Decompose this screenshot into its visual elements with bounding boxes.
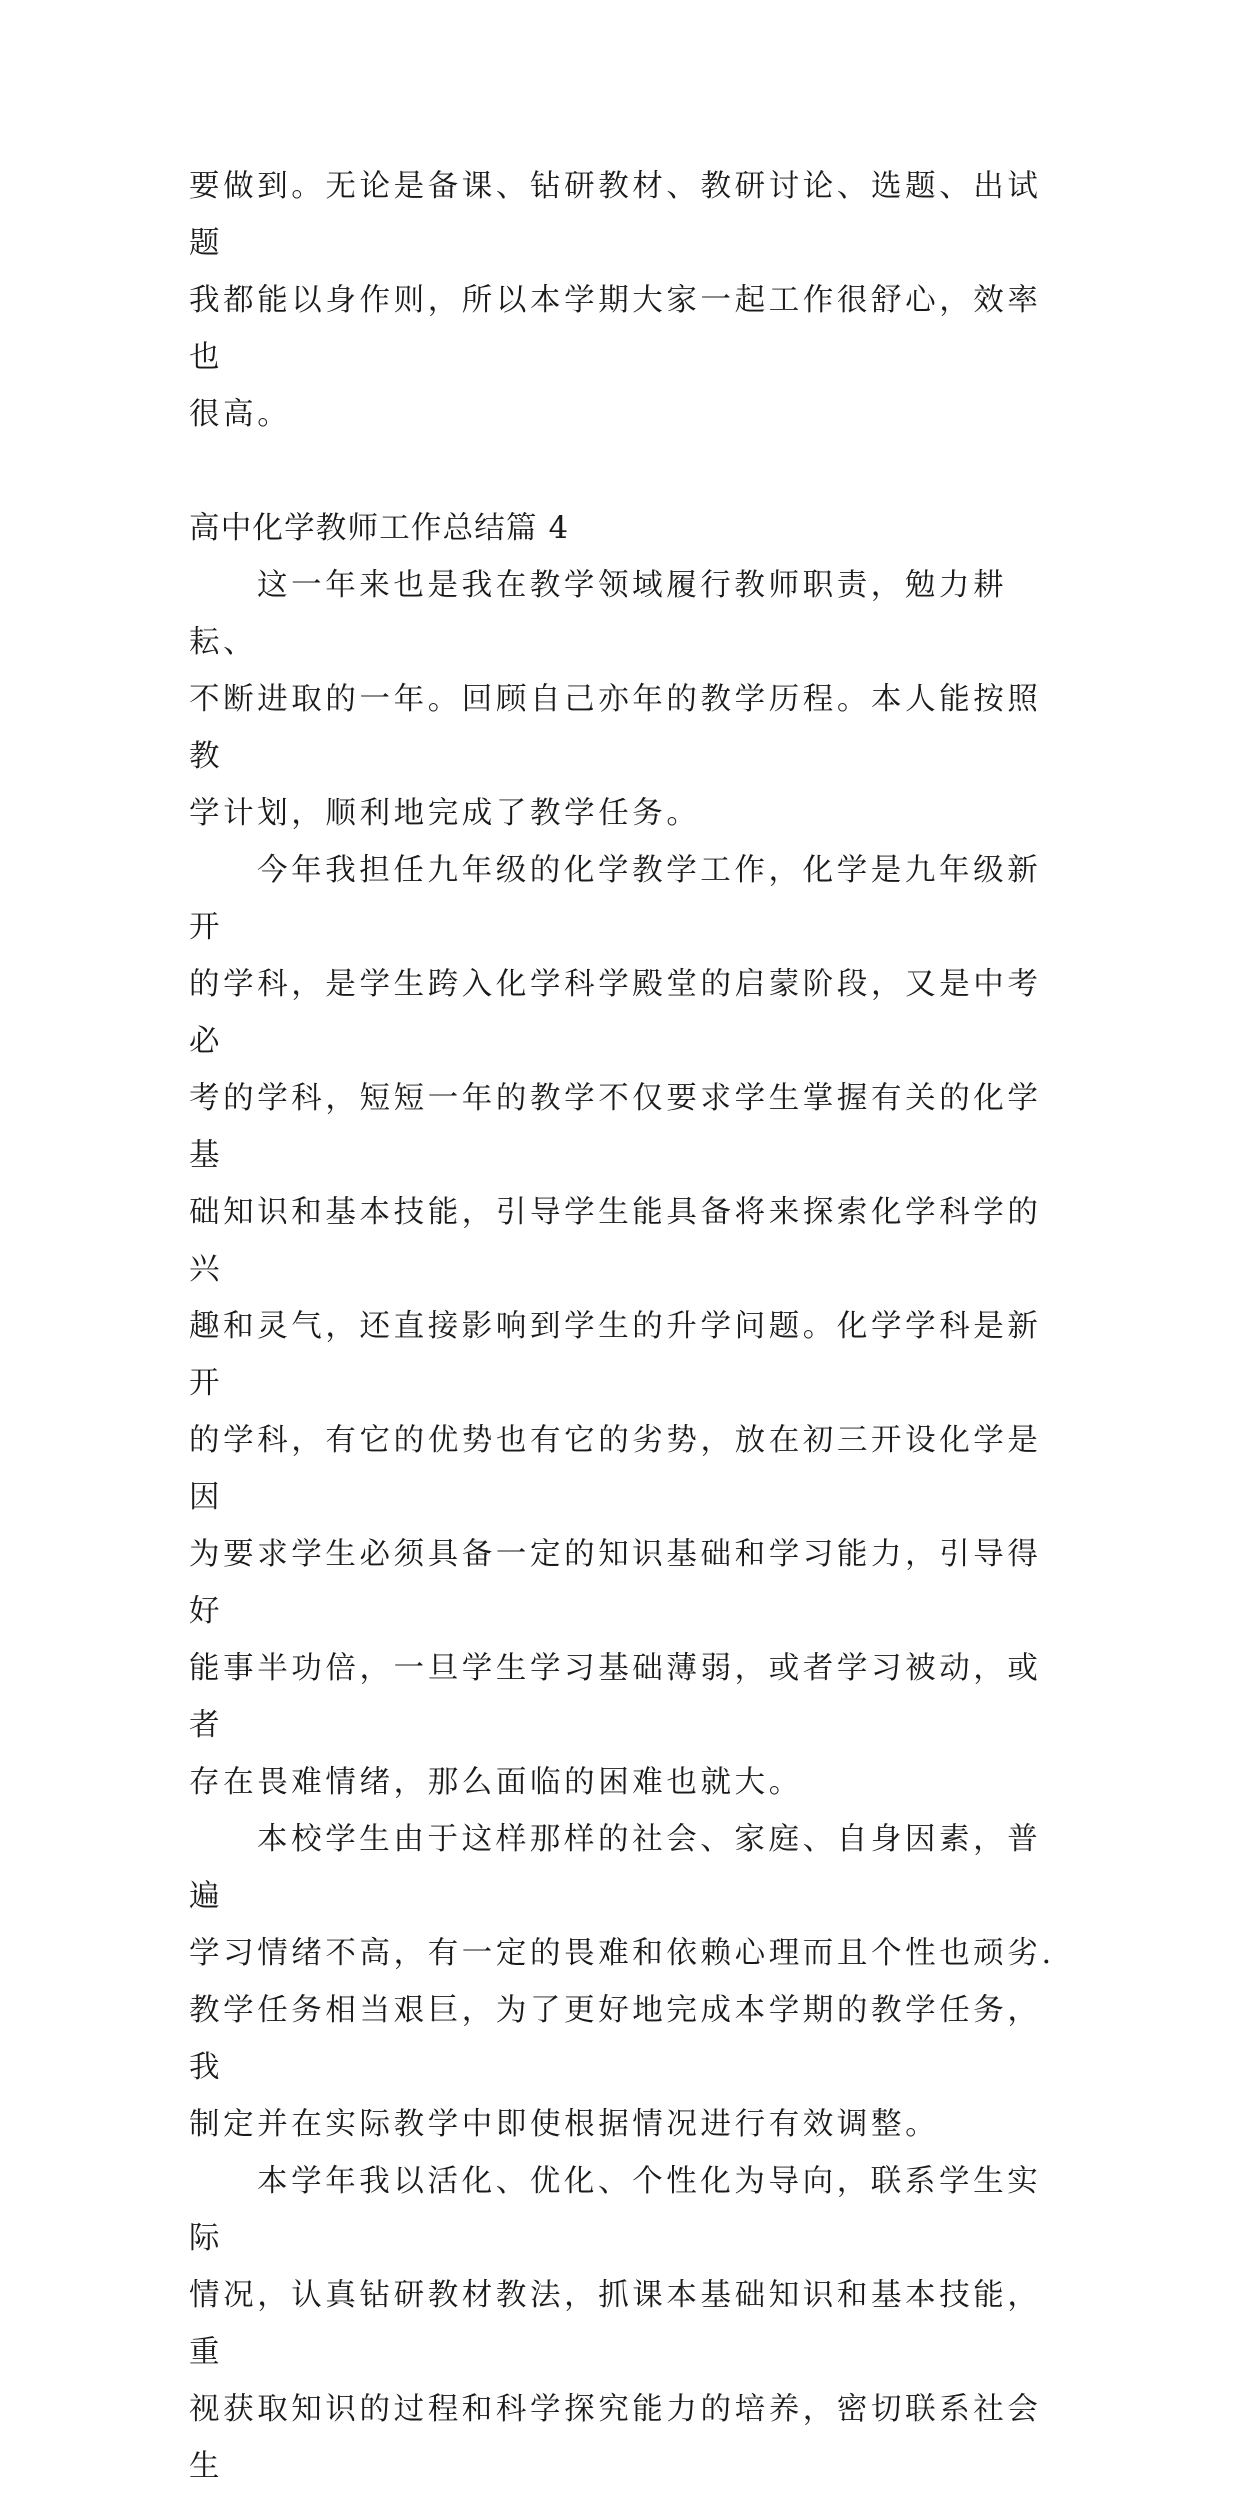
body-paragraph-1: 这一年来也是我在教学领域履行教师职责，勉力耕耘、 不断进取的一年。回顾自己亦年的教学历程。本人能按照教 学计划，顺利地完成了教学任务。 xyxy=(189,568,1042,831)
continuation-paragraph: 要做到。无论是备课、钻研教材、教研讨论、选题、出试题 我都能以身作则，所以本学期大家一起工作很舒心，效率也 很高。 xyxy=(189,169,1042,432)
document-body xyxy=(189,158,1069,2495)
body-paragraph-3: 本校学生由于这样那样的社会、家庭、自身因素，普遍 学习情绪不高，有一定的畏难和依赖心理而且个性也顽劣. 教学任务相当艰巨，为了更好地完成本学期的教学任务，我 制定并在实际教学中即使根据情况进行有效调整。 xyxy=(189,1822,1055,2142)
body-paragraph-2: 今年我担任九年级的化学教学工作，化学是九年级新开 的学科，是学生跨入化学科学殿堂的启蒙阶段，又是中考必 考的学科，短短一年的教学不仅要求学生掌握有关的化学基 础知识和基本技能，引导学生能具备将来探索化学科学的兴 趣和灵气，还直接影响到学生的升学问题。化学学科是新开 的学科，有它的优势也有它的劣势，放在初三开设化学是因 为要求学生必须具备一定的知识基础和学习能力，引导得好 能事半功倍，一旦学生学习基础薄弱，或者学习被动，或者 存在畏难情绪，那么面临的困难也就大。 xyxy=(189,853,1042,1800)
section-title: 高中化学教师工作总结篇 4 xyxy=(189,511,570,546)
body-paragraph-4: 本学年我以活化、优化、个性化为导向，联系学生实际 情况，认真钻研教材教法，抓课本基础知识和基本技能，重 视获取知识的过程和科学探究能力的培养，密切联系社会生 xyxy=(189,2164,1042,2484)
